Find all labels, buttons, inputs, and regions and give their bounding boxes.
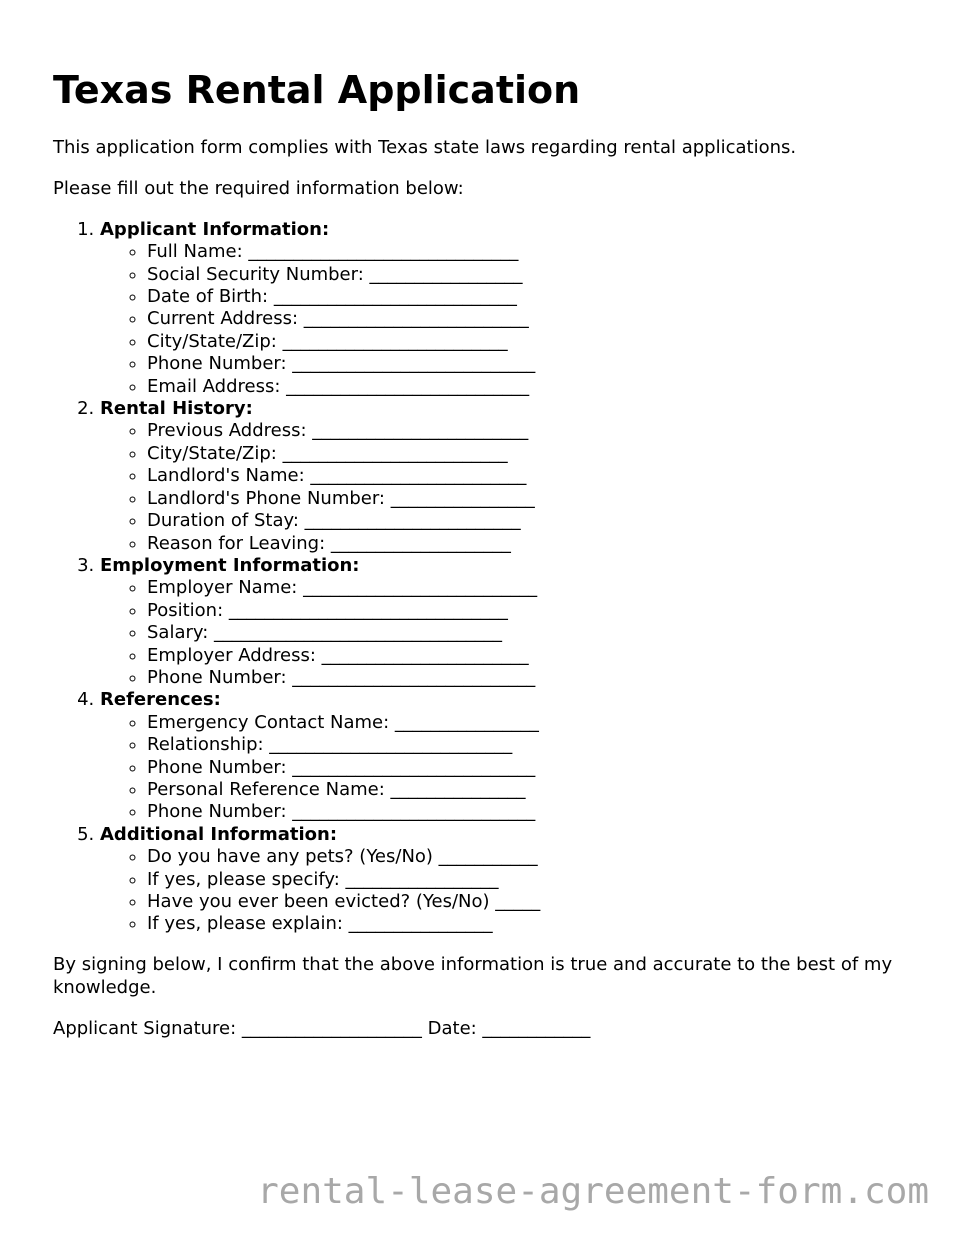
section-title: Applicant Information: <box>100 218 330 240</box>
field-pets-specify: ◦ If yes, please specify: _________________ <box>147 869 913 891</box>
field-previous-address: ◦ Previous Address: ________________________ <box>147 420 913 442</box>
field-list <box>100 420 913 554</box>
field-pets: ◦ Do you have any pets? (Yes/No) ___________ <box>147 846 913 868</box>
field-employer-name: ◦ Employer Name: __________________________ <box>147 577 913 599</box>
section-applicant-information <box>100 219 913 398</box>
intro-text: This application form complies with Texas state laws regarding rental applications. <box>53 137 797 158</box>
field-phone-number: ◦ Phone Number: ___________________________ <box>147 757 913 779</box>
page-title: Texas Rental Application <box>53 68 581 112</box>
field-landlord-name: ◦ Landlord's Name: ________________________ <box>147 465 913 487</box>
sections-list <box>53 219 913 936</box>
section-employment-information <box>100 555 913 689</box>
field-emergency-contact-name: ◦ Emergency Contact Name: ________________ <box>147 712 913 734</box>
field-duration-of-stay: ◦ Duration of Stay: ________________________ <box>147 510 913 532</box>
field-city-state-zip: ◦ City/State/Zip: _________________________ <box>147 443 913 465</box>
section-title: Rental History: <box>100 398 253 420</box>
section-title: Employment Information: <box>100 554 360 576</box>
confirmation-text: By signing below, I confirm that the above information is true and accurate to the best of my knowledge. <box>53 954 893 998</box>
document-page <box>53 64 913 1040</box>
section-additional-information <box>100 824 913 936</box>
section-references <box>100 689 913 823</box>
field-evicted: ◦ Have you ever been evicted? (Yes/No) _____ <box>147 891 913 913</box>
field-current-address: ◦ Current Address: _________________________ <box>147 308 913 330</box>
section-title: Additional Information: <box>100 823 338 845</box>
field-landlord-phone-number: ◦ Landlord's Phone Number: ________________ <box>147 488 913 510</box>
field-date-of-birth: ◦ Date of Birth: ___________________________ <box>147 286 913 308</box>
field-email-address: ◦ Email Address: ___________________________ <box>147 376 913 398</box>
field-list <box>100 712 913 824</box>
field-phone-number: ◦ Phone Number: ___________________________ <box>147 801 913 823</box>
section-title: References: <box>100 689 221 711</box>
field-reason-for-leaving: ◦ Reason for Leaving: ____________________ <box>147 533 913 555</box>
field-list <box>100 577 913 689</box>
watermark: rental-lease-agreement-form.com <box>257 1171 929 1212</box>
field-list <box>100 846 913 936</box>
instructions-text: Please fill out the required information below: <box>53 177 464 199</box>
field-position: ◦ Position: _______________________________ <box>147 600 913 622</box>
section-rental-history <box>100 398 913 555</box>
field-phone-number: ◦ Phone Number: ___________________________ <box>147 667 913 689</box>
field-relationship: ◦ Relationship: ___________________________ <box>147 734 913 756</box>
field-social-security-number: ◦ Social Security Number: _________________ <box>147 264 913 286</box>
signature-line: Applicant Signature: ____________________ Date: ____________ <box>53 1017 591 1039</box>
field-evicted-explain: ◦ If yes, please explain: ________________ <box>147 913 913 935</box>
field-phone-number: ◦ Phone Number: ___________________________ <box>147 353 913 375</box>
field-employer-address: ◦ Employer Address: _______________________ <box>147 645 913 667</box>
field-full-name: ◦ Full Name: ______________________________ <box>147 241 913 263</box>
field-salary: ◦ Salary: ________________________________ <box>147 622 913 644</box>
field-list <box>100 241 913 398</box>
field-city-state-zip: ◦ City/State/Zip: _________________________ <box>147 331 913 353</box>
field-personal-reference-name: ◦ Personal Reference Name: _______________ <box>147 779 913 801</box>
